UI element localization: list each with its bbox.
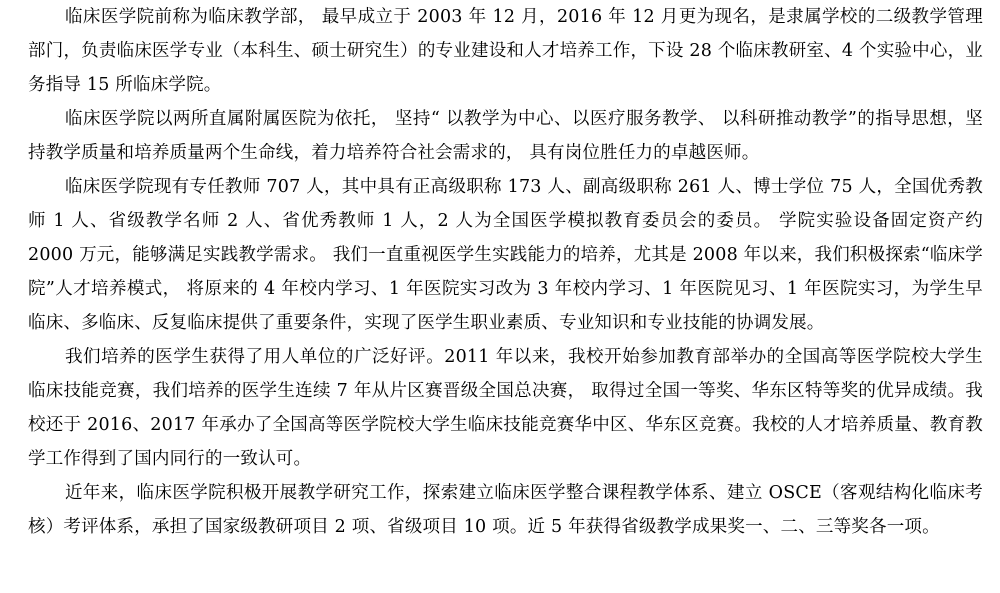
- paragraph-faculty: 临床医学院现有专任教师 707 人，其中具有正高级职称 173 人、副高级职称 261 人、博士学位 75 人，全国优秀教师 1 人、省级教学名师 2 人、省优秀教师 1 人，2 人为全国医学模拟教育委员会的委员。 学院实验设备固定资产约 2000 万元，能够满足实践教学需求。 我们一直重视医学生实践能力的培养，尤其是 2008 年以来，我们积极探索“临床学院”人才培养模式， 将原来的 4 年校内学习、1 年医院实习改为 3 年校内学习、1 年医院见习、1 年医院实习，为学生早临床、多临床、反复临床提供了重要条件，实现了医学生职业素质、专业知识和专业技能的协调发展。: [28, 177, 983, 333]
- paragraph-philosophy: 临床医学院以两所直属附属医院为依托， 坚持“ 以教学为中心、以医疗服务教学、 以科研推动教学”的指导思想，坚持教学质量和培养质量两个生命线，着力培养符合社会需求的， 具有岗位胜任力的卓越医师。: [28, 109, 983, 163]
- paragraph-research: 近年来，临床医学院积极开展教学研究工作，探索建立临床医学整合课程教学体系、建立 OSCE（客观结构化临床考核）考评体系，承担了国家级教研项目 2 项、省级项目 10 项。近 5 年获得省级教学成果奖一、二、三等奖各一项。: [28, 483, 983, 537]
- document-body: [28, 0, 983, 544]
- paragraph-achievements: 我们培养的医学生获得了用人单位的广泛好评。2011 年以来，我校开始参加教育部举办的全国高等医学院校大学生临床技能竞赛，我们培养的医学生连续 7 年从片区赛晋级全国总决赛， 取得过全国一等奖、华东区特等奖的优异成绩。我校还于 2016、2017 年承办了全国高等医学院校大学生临床技能竞赛华中区、华东区竞赛。我校的人才培养质量、教育教学工作得到了国内同行的一致认可。: [28, 347, 983, 469]
- paragraph-history: 临床医学院前称为临床教学部， 最早成立于 2003 年 12 月，2016 年 12 月更为现名，是隶属学校的二级教学管理部门，负责临床医学专业（本科生、硕士研究生）的专业建设和人才培养工作，下设 28 个临床教研室、4 个实验中心，业务指导 15 所临床学院。: [28, 7, 983, 95]
